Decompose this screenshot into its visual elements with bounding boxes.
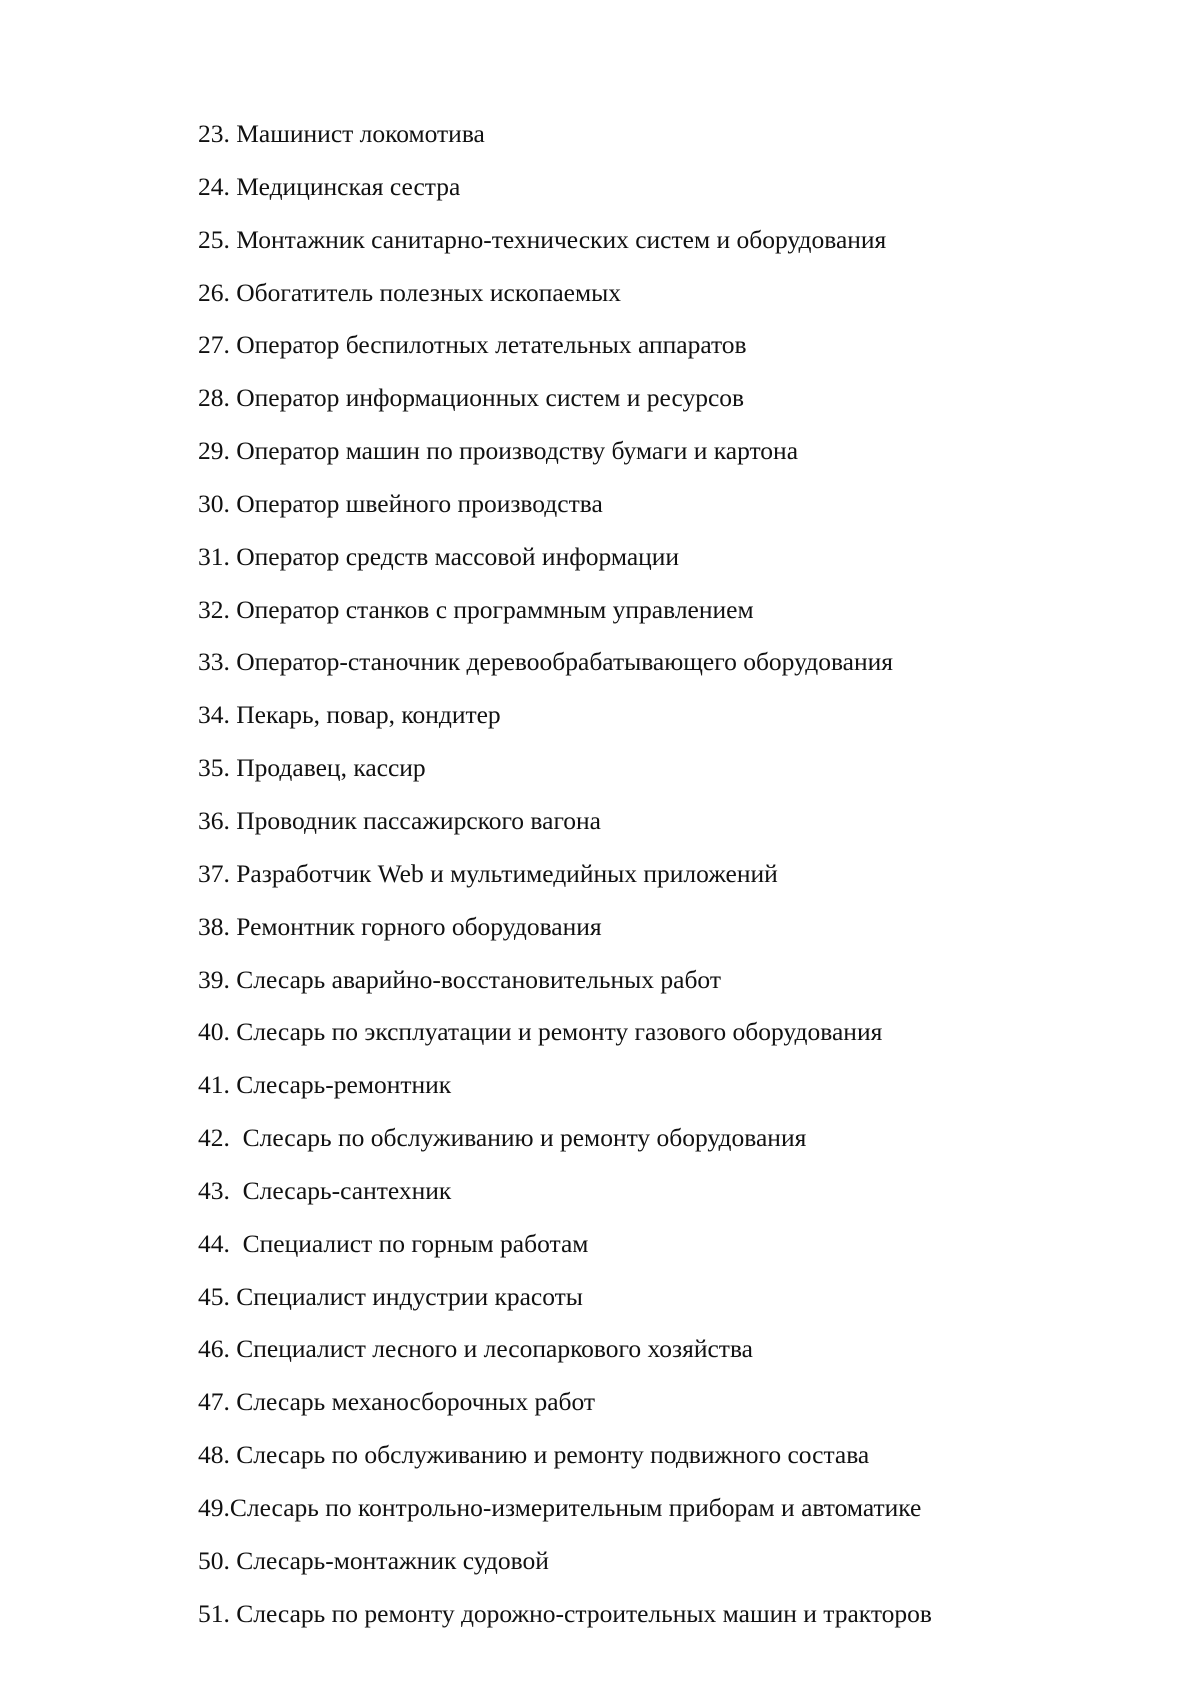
list-item: 40. Слесарь по эксплуатации и ремонту газового оборудования xyxy=(198,1017,883,1047)
list-item: 33. Оператор-станочник деревообрабатывающего оборудования xyxy=(198,647,893,677)
list-item: 31. Оператор средств массовой информации xyxy=(198,541,680,571)
list-item: 32. Оператор станков с программным управлением xyxy=(198,594,754,624)
list-item: 44. Специалист по горным работам xyxy=(198,1228,589,1258)
list-item: 42. Слесарь по обслуживанию и ремонту оборудования xyxy=(198,1123,807,1153)
list-item: 47. Слесарь механосборочных работ xyxy=(198,1387,596,1417)
list-item: 36. Проводник пассажирского вагона xyxy=(198,805,601,835)
list-item: 37. Разработчик Web и мультимедийных приложений xyxy=(198,858,778,888)
list-item: 50. Слесарь-монтажник судовой xyxy=(198,1545,549,1575)
profession-list xyxy=(198,108,932,1640)
list-item: 30. Оператор швейного производства xyxy=(198,488,603,518)
list-item: 48. Слесарь по обслуживанию и ремонту подвижного состава xyxy=(198,1440,870,1470)
list-item: 39. Слесарь аварийно-восстановительных работ xyxy=(198,964,721,994)
list-item: 34. Пекарь, повар, кондитер xyxy=(198,700,501,730)
list-item: 51. Слесарь по ремонту дорожно-строительных машин и тракторов xyxy=(198,1598,932,1628)
list-item: 35. Продавец, кассир xyxy=(198,753,426,783)
list-item: 27. Оператор беспилотных летательных аппаратов xyxy=(198,330,747,360)
list-item: 49.Слесарь по контрольно-измерительным приборам и автоматике xyxy=(198,1492,922,1522)
list-item: 46. Специалист лесного и лесопаркового хозяйства xyxy=(198,1334,753,1364)
list-item: 25. Монтажник санитарно-технических систем и оборудования xyxy=(198,224,887,254)
list-item: 24. Медицинская сестра xyxy=(198,171,461,201)
list-item: 28. Оператор информационных систем и ресурсов xyxy=(198,383,745,413)
list-item: 38. Ремонтник горного оборудования xyxy=(198,911,602,941)
list-item: 23. Машинист локомотива xyxy=(198,119,485,148)
list-item: 29. Оператор машин по производству бумаги и картона xyxy=(198,436,799,466)
list-item: 41. Слесарь-ремонтник xyxy=(198,1070,452,1100)
list-item: 26. Обогатитель полезных ископаемых xyxy=(198,277,621,307)
list-item: 45. Специалист индустрии красоты xyxy=(198,1281,583,1311)
list-item: 43. Слесарь-сантехник xyxy=(198,1175,452,1205)
